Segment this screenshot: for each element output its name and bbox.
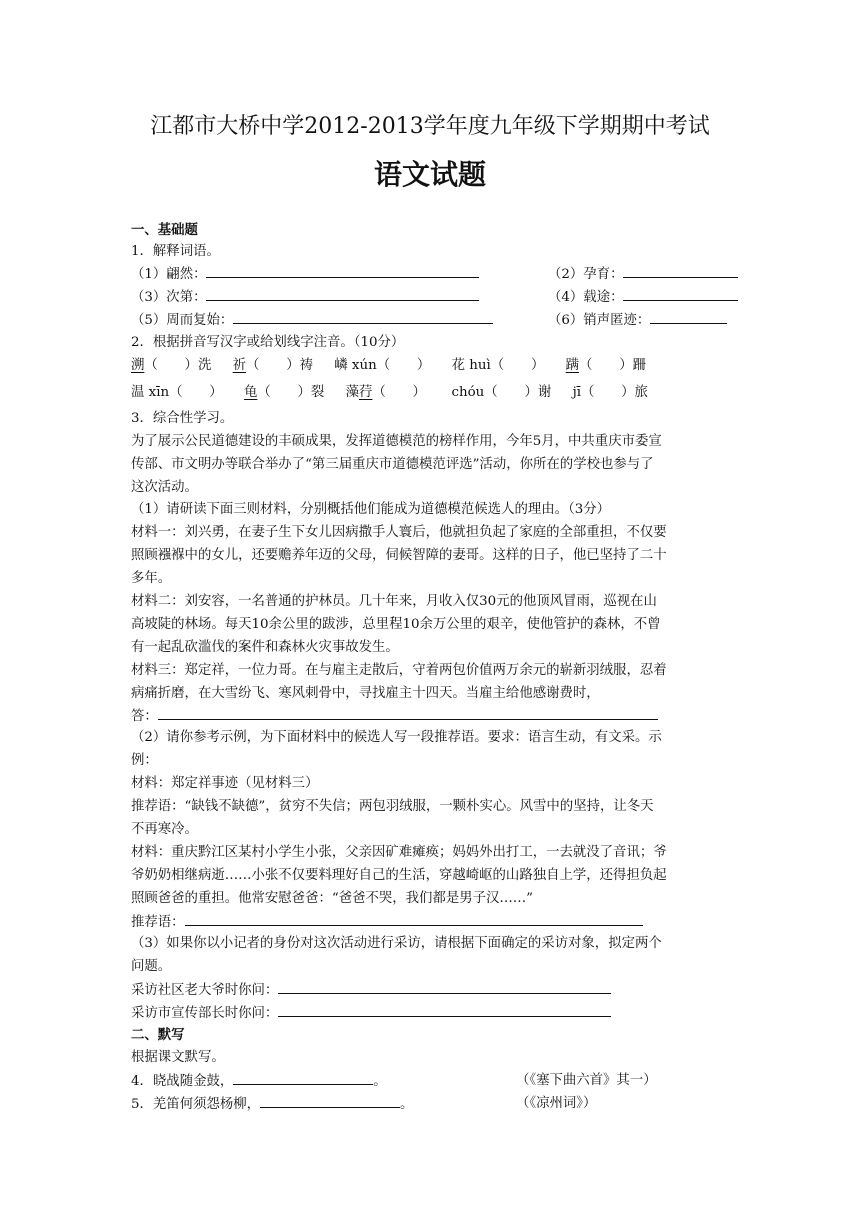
underlined-char: 龟 [243,385,258,400]
exam-subject-title: 语文试题 [373,158,486,191]
material-1-line-1: 材料一：刘兴勇，在妻子生下女儿因病撒手人寰后，他就担负起了家庭的全部重担，不仅要 [131,525,667,540]
example-rec-line-2: 不再寒冷。 [131,822,198,837]
material-2-line-2: 高坡陡的林场。每天10余公里的跋涉，总里程10余万公里的艰辛，使他管护的森林，不曾 [131,617,661,632]
q3-sub2-line-2: 例： [131,753,158,768]
q2-row-2: 温 xīn（ ） 龟（ ）裂 藻荇（ ） chóu（ ）谢 jī（ ）旅 [131,385,648,400]
section-heading-dictation: 二、默写 [131,1027,185,1043]
q3-sub3-line-2: 问题。 [131,959,172,974]
q3-sub3-line-1: （3）如果你以小记者的身份对这次活动进行采访，请根据下面确定的采访对象，拟定两个 [131,936,662,951]
answer-blank[interactable] [206,265,479,278]
underlined-char: 溯 [131,358,145,373]
answer-blank[interactable] [158,707,658,720]
answer-blank[interactable] [623,265,738,278]
underlined-char: 蹒 [565,358,580,373]
q3-intro-line-2: 传部、市文明办等联合举办了“第三届重庆市道德模范评选”活动，你所在的学校也参与了 [131,457,654,472]
dictation-intro: 根据课文默写。 [131,1050,225,1065]
material-1-line-3: 多年。 [131,571,172,586]
q1-item-2: （2）孕育： [548,265,738,284]
q3-intro-line-3: 这次活动。 [131,480,198,495]
answer-blank[interactable] [278,981,611,994]
q3-sub1: （1）请研读下面三则材料，分别概括他们能成为道德模范候选人的理由。（3分） [131,502,611,517]
q4-line: 4．晓战随金鼓， 。 [131,1074,387,1089]
material-1-line-2: 照顾襁褓中的女儿，还要赡养年迈的父母，伺候智障的妻哥。这样的日子，他已坚持了二十 [131,548,667,563]
q1-item-5: （5）周而复始： [131,311,493,330]
q1-item-6: （6）销声匿迹： [548,311,727,330]
answer-blank[interactable] [278,1004,611,1017]
underlined-char: 荇 [359,385,373,400]
q1-item-4: （4）载途： [548,288,738,307]
q1-item-3: （3）次第： [131,288,479,307]
answer-blank[interactable] [206,288,479,301]
candidate-material-line-1: 材料：重庆黔江区某村小学生小张，父亲因矿难瘫痪；妈妈外出打工，一去就没了音讯；爷 [131,845,667,860]
answer-blank[interactable] [185,913,643,926]
example-material: 材料：郑定祥事迹（见材料三） [131,776,319,791]
material-2-line-1: 材料二：刘安容，一名普通的护林员。几十年来，月收入仅30元的他顶风冒雨，巡视在山 [131,594,657,609]
material-3-line-1: 材料三：郑定祥，一位力哥。在与雇主走散后，守着两包价值两万余元的崭新羽绒服，忍着 [131,663,667,678]
answer-blank[interactable] [260,1095,400,1108]
q4-source: （《塞下曲六首》其一） [516,1073,657,1088]
answer-blank[interactable] [650,311,727,324]
section-heading-basic: 一、基础题 [131,222,198,238]
q3-sub2-line-1: （2）请你参考示例，为下面材料中的候选人写一段推荐语。要求：语言生动，有文采。示 [131,730,662,745]
candidate-material-line-2: 爷奶奶相继病逝……小张不仅要料理好自己的生活，穿越崎岖的山路独自上学，还得担负起 [131,868,667,883]
q2-stem: 2．根据拼音写汉字或给划线字注音。（10分） [131,335,405,350]
interview-question-1: 采访社区老大爷时你问： [131,981,611,1000]
q5-source: （《凉州词》） [516,1096,597,1111]
recommendation-line: 推荐语： [131,913,643,932]
q3-stem: 3．综合性学习。 [131,411,234,426]
answer-line: 答： [131,707,658,726]
q1-stem: 1．解释词语。 [131,244,220,259]
q5-line: 5．羌笛何须怨杨柳， 。 [131,1097,414,1112]
q1-item-1: （1）翩然： [131,265,479,284]
answer-blank[interactable] [623,288,738,301]
q2-row-1: 溯（ ）洗 祈（ ）祷 嶙 xún（ ） 花 huì（ ） 蹒（ ）跚 [131,358,646,373]
answer-blank[interactable] [233,311,493,324]
material-3-line-2: 病痛折磨，在大雪纷飞、寒风刺骨中，寻找雇主十四天。当雇主给他感谢费时， [131,686,600,701]
underlined-char: 祈 [232,358,247,373]
example-rec-line-1: 推荐语：“缺钱不缺德”，贫穷不失信；两包羽绒服，一颗朴实心。风雪中的坚持，让冬天 [131,799,654,814]
q3-intro-line-1: 为了展示公民道德建设的丰硕成果，发挥道德模范的榜样作用，今年5月，中共重庆市委宣 [131,434,662,449]
material-2-line-3: 有一起乱砍滥伐的案件和森林火灾事故发生。 [131,640,399,655]
interview-question-2: 采访市宣传部长时你问： [131,1004,611,1023]
candidate-material-line-3: 照顾爸爸的重担。他常安慰爸爸：“爸爸不哭，我们都是男子汉……” [131,891,534,906]
answer-blank[interactable] [233,1072,373,1085]
exam-title: 江都市大桥中学2012-2013学年度九年级下学期期中考试 [150,114,710,139]
